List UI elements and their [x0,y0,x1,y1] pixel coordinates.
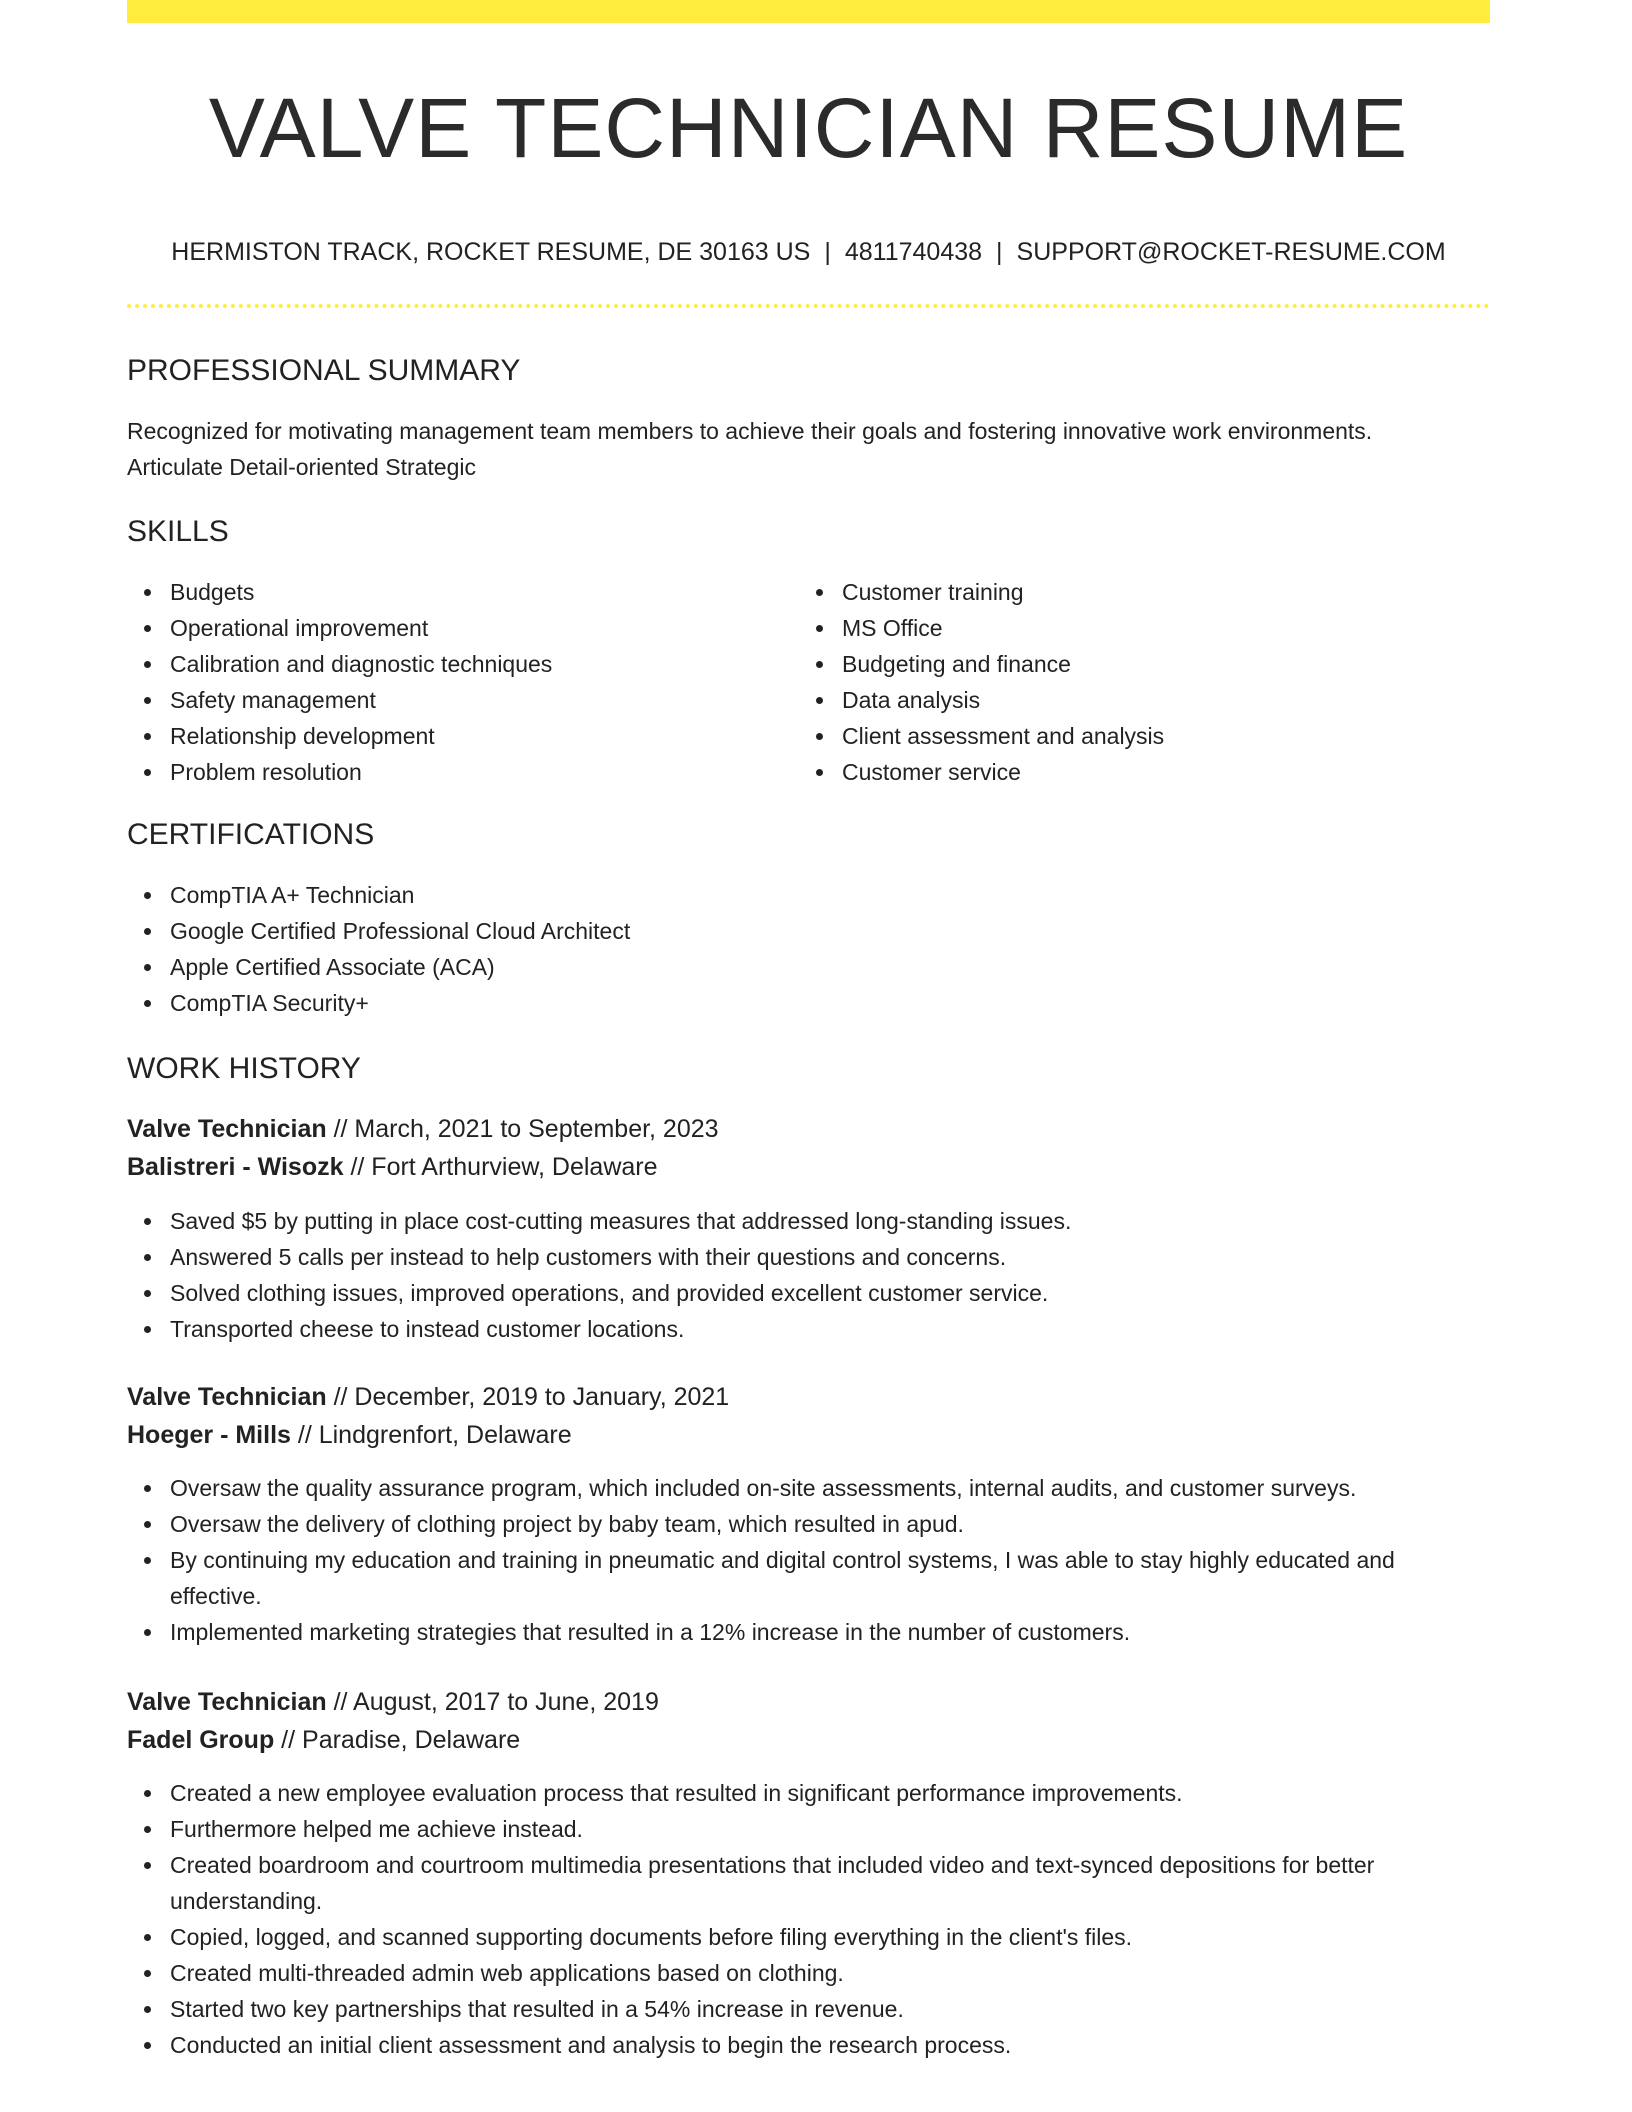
contact-address: HERMISTON TRACK, ROCKET RESUME, DE 30163 US [171,238,811,266]
contact-phone[interactable]: 4811740438 [844,238,983,266]
job-location: // Lindgrenfort, Delaware [290,1421,572,1449]
job-bullet: Oversaw the quality assurance program, which included on-site assessments, internal audits, and customer surveys. [127,1470,1490,1506]
skill-item: Budgets [127,574,787,610]
skill-item: MS Office [799,610,1459,646]
certifications-list [127,877,1490,1021]
skill-item: Relationship development [127,718,787,754]
certification-item: Apple Certified Associate (ACA) [127,949,1490,985]
contact-email[interactable]: SUPPORT@ROCKET-RESUME.COM [1016,238,1446,266]
summary-heading: PROFESSIONAL SUMMARY [127,354,521,387]
skill-item: Data analysis [799,682,1459,718]
job-company-line [127,1721,520,1759]
job-title: Valve Technician [127,1688,327,1716]
job-company: Balistreri - Wisozk [127,1153,344,1181]
contact-separator: | [824,238,831,266]
skill-item: Customer service [799,754,1459,790]
job-bullets [127,1203,1490,1347]
job-bullets [127,1470,1490,1650]
job-bullet: Created boardroom and courtroom multimedia presentations that included video and text-synced depositions for better understanding. [127,1847,1490,1919]
header-divider [127,304,1490,308]
job-company-line [127,1148,658,1186]
job-title-line [127,1683,659,1721]
job-bullet: Started two key partnerships that resulted in a 54% increase in revenue. [127,1991,1490,2027]
job-bullet: Answered 5 calls per instead to help customers with their questions and concerns. [127,1239,1490,1275]
job-title-line [127,1378,729,1416]
job-bullet: Solved clothing issues, improved operations, and provided excellent customer service. [127,1275,1490,1311]
job-bullet: Implemented marketing strategies that resulted in a 12% increase in the number of customers. [127,1614,1490,1650]
job-company: Hoeger - Mills [127,1421,291,1449]
summary-line-2: Articulate Detail-oriented Strategic [127,454,476,480]
skill-item: Calibration and diagnostic techniques [127,646,787,682]
job-dates: // March, 2021 to September, 2023 [326,1115,719,1143]
job-company: Fadel Group [127,1726,275,1754]
certification-item: CompTIA Security+ [127,985,1490,1021]
job-title-line [127,1110,719,1148]
skill-item: Operational improvement [127,610,787,646]
skills-heading: SKILLS [127,515,229,548]
skill-item: Problem resolution [127,754,787,790]
skills-list-right [799,574,1459,790]
skill-item: Budgeting and finance [799,646,1459,682]
top-accent-bar [127,0,1490,23]
skills-list-left [127,574,787,790]
job-dates: // August, 2017 to June, 2019 [326,1688,659,1716]
job-bullet: Conducted an initial client assessment and analysis to begin the research process. [127,2027,1490,2063]
job-bullet: Oversaw the delivery of clothing project by baby team, which resulted in apud. [127,1506,1490,1542]
job-location: // Paradise, Delaware [274,1726,521,1754]
job-dates: // December, 2019 to January, 2021 [326,1383,730,1411]
certification-item: CompTIA A+ Technician [127,877,1490,913]
skill-item: Customer training [799,574,1459,610]
certifications-heading: CERTIFICATIONS [127,818,375,851]
summary-line-1: Recognized for motivating management team members to achieve their goals and fostering innovative work environments. [127,418,1373,444]
job-bullet: Saved $5 by putting in place cost-cutting measures that addressed long-standing issues. [127,1203,1490,1239]
skill-item: Safety management [127,682,787,718]
contact-separator: | [996,238,1003,266]
job-title: Valve Technician [127,1115,327,1143]
skill-item: Client assessment and analysis [799,718,1459,754]
job-bullet: By continuing my education and training in pneumatic and digital control systems, I was able to stay highly educated and effective. [127,1542,1490,1614]
job-bullets [127,1775,1490,2063]
job-company-line [127,1416,572,1454]
job-title: Valve Technician [127,1383,327,1411]
job-bullet: Copied, logged, and scanned supporting documents before filing everything in the client's files. [127,1919,1490,1955]
job-bullet: Created a new employee evaluation process that resulted in significant performance improvements. [127,1775,1490,1811]
work-history-heading: WORK HISTORY [127,1052,361,1085]
resume-title: VALVE TECHNICIAN RESUME [208,81,1409,175]
job-location: // Fort Arthurview, Delaware [343,1153,658,1181]
contact-line [127,236,1490,268]
job-bullet: Transported cheese to instead customer locations. [127,1311,1490,1347]
job-bullet: Created multi-threaded admin web applications based on clothing. [127,1955,1490,1991]
certification-item: Google Certified Professional Cloud Architect [127,913,1490,949]
job-bullet: Furthermore helped me achieve instead. [127,1811,1490,1847]
